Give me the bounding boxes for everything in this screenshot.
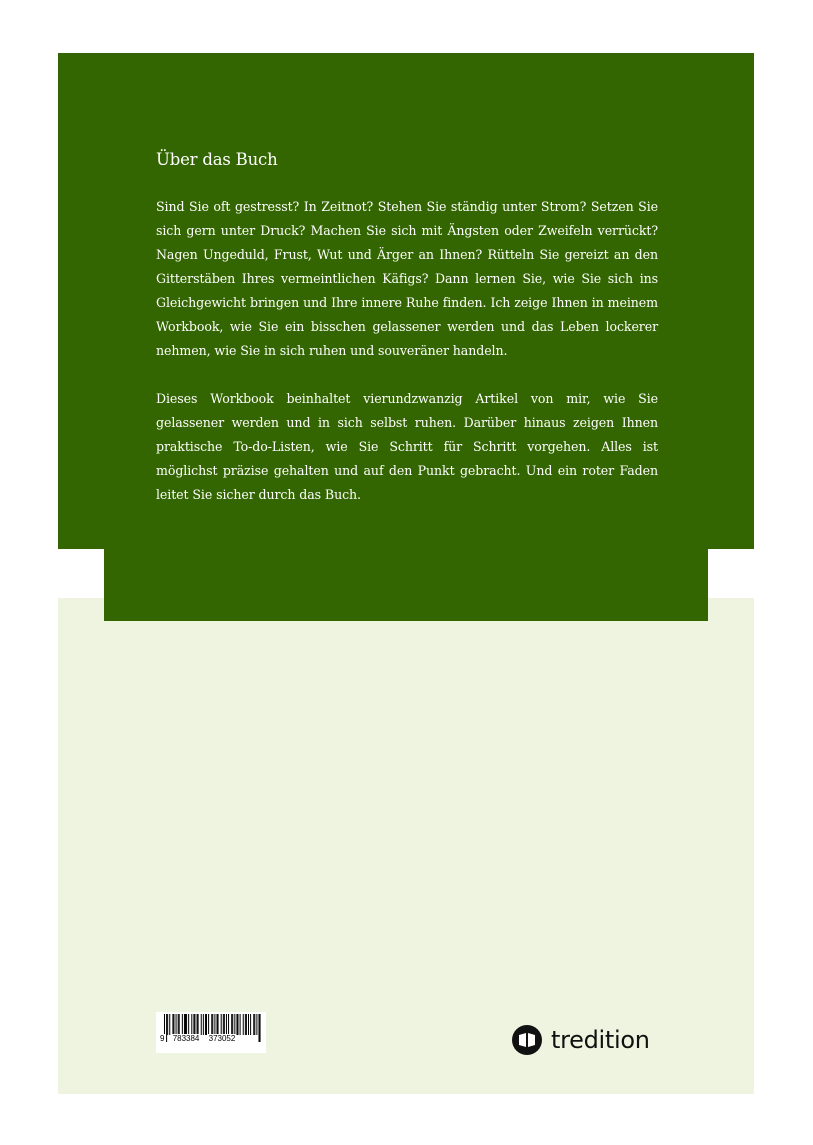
green-panel-tab — [104, 548, 708, 621]
barcode-bar — [188, 1014, 189, 1035]
barcode-bar — [186, 1014, 187, 1035]
blurb-paragraph-1: Sind Sie oft gestresst? In Zeitnot? Stehen Sie ständig unter Strom? Setzen Sie sich gern unter Druck? Machen Sie sich mit Ängsten oder Zweifeln verrückt? Nagen Ungeduld, Frust, Wut und Ärger an Ihnen? Rütteln Sie gereizt an den Gitterstäben Ihres vermeintlichen Käfigs? Dann lernen Sie, wie Sie sich ins Gleichgewicht bringen und Ihre innere Ruhe finden. Ich zeige Ihnen in meinem Workbook, wie Sie ein bisschen gelassener werden und das Leben lockerer nehmen, wie Sie in sich ruhen und souveräner handeln. — [156, 199, 658, 358]
barcode-bar — [228, 1014, 229, 1035]
publisher-logo — [512, 1022, 650, 1058]
barcode-bar — [169, 1014, 170, 1035]
barcode-bar — [214, 1014, 215, 1035]
barcode-bar — [185, 1014, 186, 1035]
barcode-group-1: 783384 — [172, 1034, 200, 1043]
barcode-bar — [256, 1014, 257, 1035]
barcode-bar — [173, 1014, 174, 1035]
barcode-bar — [232, 1014, 233, 1035]
barcode-bar — [198, 1014, 199, 1035]
isbn-barcode — [156, 1012, 266, 1053]
barcode-bar — [218, 1014, 219, 1035]
barcode-bar — [223, 1014, 224, 1035]
barcode-bar — [193, 1014, 194, 1035]
barcode-bar — [224, 1014, 225, 1035]
barcode-bar — [253, 1014, 254, 1035]
barcode-bar — [197, 1014, 198, 1035]
blurb-title: Über das Buch — [156, 150, 278, 169]
barcode-bar — [236, 1014, 237, 1035]
blurb-paragraph-2: Dieses Workbook beinhaltet vierundzwanzig Artikel von mir, wie Sie gelassener werden und in sich selbst ruhen. Darüber hinaus zeigen Ihnen praktische To-do-Listen, wie Sie Schritt für Schritt vorgehen. Alles ist möglichst präzise gehalten und auf den Punkt gebracht. Und ein roter Faden leitet Sie sicher durch das Buch. — [156, 391, 658, 502]
barcode-bar — [234, 1014, 235, 1035]
barcode-bar — [208, 1014, 209, 1035]
book-logo-icon — [512, 1025, 542, 1055]
barcode-bar — [250, 1014, 251, 1035]
barcode-bar — [238, 1014, 239, 1035]
barcode-bar — [194, 1014, 195, 1035]
barcode-bar — [260, 1014, 261, 1042]
barcode-bar — [191, 1014, 192, 1035]
barcode-bar — [245, 1014, 246, 1035]
barcode-bar — [254, 1014, 255, 1035]
barcode-bar — [205, 1014, 206, 1035]
barcode-bar — [231, 1014, 232, 1035]
barcode-bar — [179, 1014, 180, 1035]
barcode-bar — [167, 1014, 168, 1035]
barcode-bar — [226, 1014, 227, 1035]
barcode-bar — [248, 1014, 249, 1035]
barcode-group-2: 373052 — [208, 1034, 236, 1043]
barcode-bar — [240, 1014, 241, 1035]
blurb-section — [156, 150, 658, 531]
barcode-bar — [182, 1014, 183, 1035]
barcode-bar — [176, 1014, 177, 1035]
barcode-bar — [217, 1014, 218, 1035]
barcode-bar — [178, 1014, 179, 1035]
barcode-digits — [159, 1034, 236, 1044]
barcode-bar — [259, 1014, 260, 1042]
barcode-bar — [172, 1014, 173, 1035]
barcode-bars — [156, 1012, 266, 1053]
barcode-bar — [206, 1014, 207, 1035]
barcode-bar — [203, 1014, 204, 1035]
barcode-bar — [243, 1014, 244, 1035]
barcode-bar — [201, 1014, 202, 1035]
barcode-bar — [221, 1014, 222, 1035]
barcode-bar — [246, 1014, 247, 1035]
barcode-bar — [184, 1014, 185, 1035]
barcode-prefix: 9 — [160, 1034, 165, 1043]
publisher-name: tredition — [551, 1026, 650, 1054]
